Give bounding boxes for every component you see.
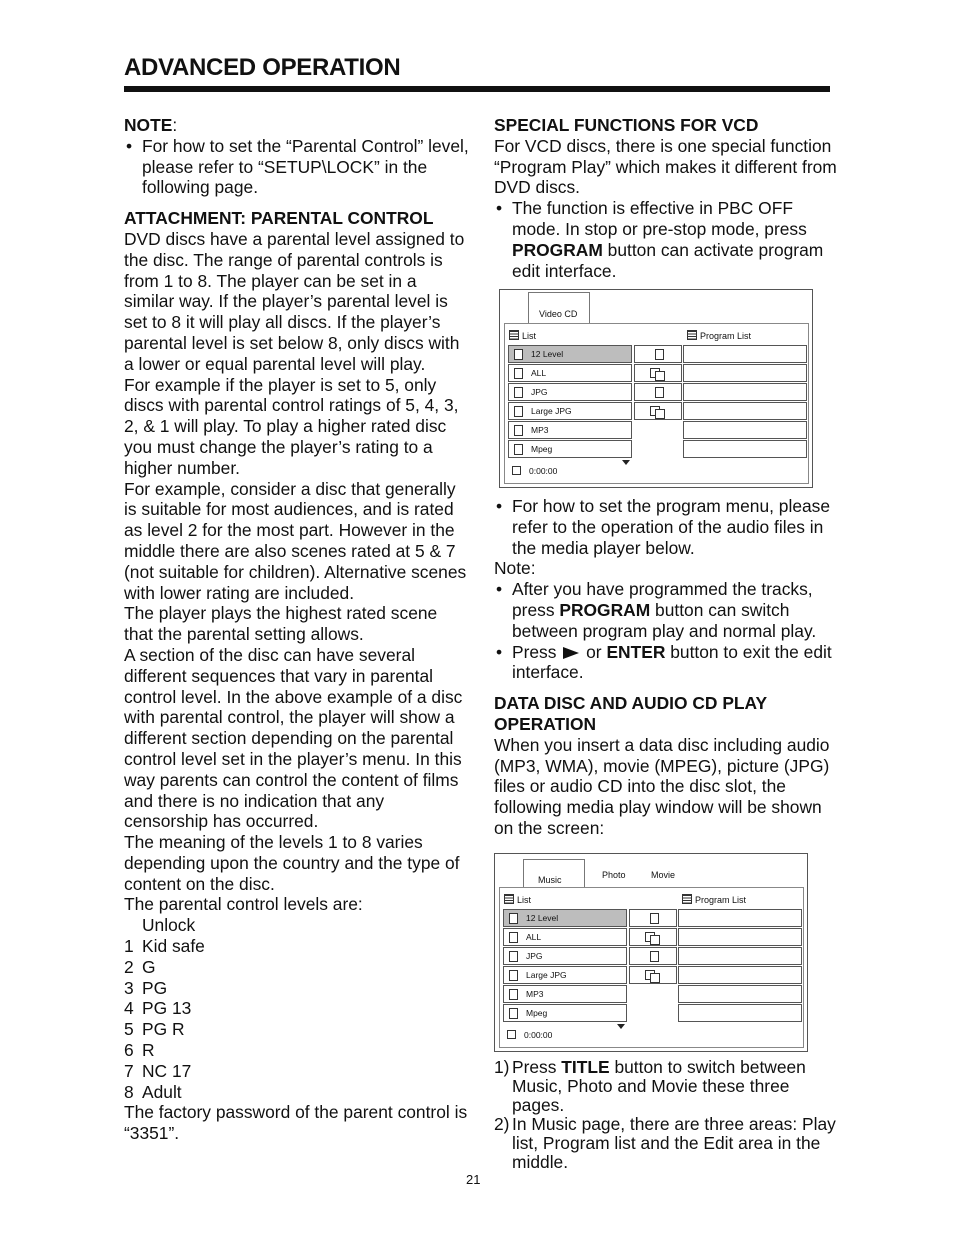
level-number: 5 — [124, 1019, 134, 1040]
add-all-button[interactable] — [629, 928, 677, 946]
add-file-icon — [655, 349, 664, 360]
copy-icon — [655, 409, 665, 419]
parental-paragraph-3: For example, consider a disc that generally is suitable for most audiences, and is rated as level 2 for the most part. However in the middle there are also scenes rated at 5 & 7 (not suitable for children). Alternative scenes with lower rating are included. — [124, 478, 467, 603]
list-header — [504, 894, 531, 905]
item-label: Mpeg — [526, 1008, 548, 1018]
password-paragraph: The factory password of the parent control is “3351”. — [124, 1102, 468, 1144]
vcd-bullet — [494, 198, 839, 281]
level-item — [124, 957, 469, 978]
tab-label: Music — [538, 875, 562, 885]
program-slot[interactable] — [683, 440, 807, 458]
copy-icon — [650, 973, 660, 983]
enter-key-label: ENTER — [606, 641, 666, 662]
scroll-down-icon[interactable] — [617, 1024, 625, 1029]
level-label: G — [142, 956, 156, 977]
program-slot[interactable] — [678, 928, 802, 946]
item-label: Large JPG — [531, 406, 572, 416]
file-icon — [514, 349, 523, 360]
program-key-label: PROGRAM — [512, 239, 603, 260]
text-span: The function is effective in PBC OFF mode. In stop or pre-stop mode, press — [512, 198, 807, 239]
file-icon — [509, 989, 518, 1000]
vcd-heading: SPECIAL FUNCTIONS FOR VCD — [494, 115, 759, 135]
text-span: In Music page, there are three areas: Play list, Program list and the Edit area in the middle. — [512, 1114, 836, 1172]
item-label: ALL — [531, 368, 547, 378]
level-item — [124, 1082, 469, 1103]
list-item[interactable] — [503, 947, 627, 965]
list-item[interactable] — [503, 928, 627, 946]
vcd-program-screen — [499, 289, 813, 488]
level-label: PG 13 — [142, 998, 192, 1019]
program-slot[interactable] — [683, 383, 807, 401]
tab-music[interactable] — [523, 859, 585, 888]
time-value: 0:00:00 — [529, 466, 558, 476]
play-arrow-icon — [563, 647, 579, 659]
program-slot[interactable] — [678, 966, 802, 984]
note-heading — [124, 115, 469, 136]
list-item[interactable] — [508, 383, 632, 401]
remove-button[interactable] — [629, 947, 677, 965]
program-list-label: Program List — [700, 331, 752, 341]
program-key-label: PROGRAM — [559, 599, 651, 620]
text-span: button can activate program edit interface. — [512, 239, 824, 281]
list-item[interactable] — [503, 909, 627, 927]
tab-photo[interactable]: Photo — [602, 870, 626, 880]
data-disc-heading: DATA DISC AND AUDIO CD PLAY OPERATION — [494, 693, 767, 734]
item-label: 12 Level — [531, 349, 564, 359]
file-icon — [509, 913, 518, 924]
program-list-header — [682, 894, 746, 905]
level-label: NC 17 — [142, 1060, 192, 1081]
level-item — [124, 978, 469, 999]
time-value: 0:00:00 — [524, 1030, 553, 1040]
program-list-label: Program List — [695, 895, 747, 905]
program-slot[interactable] — [678, 947, 802, 965]
step-number: 2) — [494, 1114, 510, 1134]
tab-video-cd — [528, 292, 590, 323]
note-bullet: • For how to set the “Parental Control” level, please refer to “SETUP\LOCK” in the following page. — [124, 136, 469, 198]
note-label: NOTE — [124, 115, 173, 135]
parental-paragraph-2: For example if the player is set to 5, only discs with parental control ratings of 5, 4, 3, 2, & 1 will play. To play a higher rated disc you must change the player’s rating to a higher number. — [124, 374, 459, 478]
attachment-heading: ATTACHMENT: PARENTAL CONTROL — [124, 208, 434, 229]
text-span: button to switch between Music, Photo and Movie these three pages. — [512, 1057, 806, 1115]
remove-all-button[interactable] — [629, 966, 677, 984]
time-display — [507, 1030, 552, 1040]
item-label: Large JPG — [526, 970, 567, 980]
level-item — [124, 1061, 469, 1082]
add-button[interactable] — [629, 909, 677, 927]
parental-paragraph-4: The player plays the highest rated scene that the parental setting allows. — [124, 603, 438, 645]
text-span: Press — [512, 1057, 562, 1077]
step-number: 1) — [494, 1057, 510, 1077]
tab-label: Video CD — [539, 309, 578, 319]
file-icon — [514, 387, 523, 398]
text-span: button to exit the edit interface. — [512, 641, 832, 683]
item-label: JPG — [526, 951, 543, 961]
add-file-icon — [650, 913, 659, 924]
steps — [494, 1058, 839, 1172]
file-icon — [514, 425, 523, 436]
step-1 — [494, 1058, 839, 1115]
page-title: ADVANCED OPERATION — [124, 54, 401, 81]
program-slot[interactable] — [683, 402, 807, 420]
list-icon — [687, 330, 697, 340]
scroll-down-icon[interactable] — [622, 460, 630, 465]
parental-paragraph-7: The parental control levels are: — [124, 894, 363, 915]
text-span: button can switch between program play and normal play. — [512, 599, 817, 641]
list-item[interactable] — [508, 364, 632, 382]
level-item — [124, 1040, 469, 1061]
copy-icon — [650, 935, 660, 945]
add-all-button[interactable] — [634, 364, 682, 382]
level-item — [124, 936, 469, 957]
item-label: ALL — [526, 932, 542, 942]
exit-bullet — [494, 642, 839, 684]
note-label-2: Note: — [494, 558, 536, 579]
item-label: MP3 — [526, 989, 544, 999]
level-number: 3 — [124, 977, 134, 998]
level-item — [124, 998, 469, 1019]
list-icon — [682, 894, 692, 904]
list-item[interactable] — [503, 985, 627, 1003]
file-icon — [514, 406, 523, 417]
program-list-header — [687, 330, 751, 341]
parental-paragraph-1: DVD discs have a parental level assigned to the disc. The range of parental controls is from 1 to 8. The player can be set in a similar way. If the player’s parental level is set to 8 it will play all discs. If the player’s parental level is set below 8, only discs with a lower or equal parental level will play. — [124, 228, 465, 374]
remove-all-button[interactable] — [634, 402, 682, 420]
remove-file-icon — [650, 951, 659, 962]
program-slot[interactable] — [678, 909, 802, 927]
level-number: 2 — [124, 956, 134, 977]
level-label: Unlock — [142, 915, 196, 936]
item-label: JPG — [531, 387, 548, 397]
stop-icon — [512, 466, 521, 475]
data-disc-paragraph: When you insert a data disc including audio (MP3, WMA), movie (MPEG), picture (JPG) files or audio CD into the disc slot, the following media play window will be shown on the screen: — [494, 734, 830, 838]
parental-paragraph-5: A section of the disc can have several different sequences that vary in parental control level. In the above example of a disc with parental control, the player will show a different section depending on the parental control level set in the player’s menu. In this way parents can control the content of films and there is no indication that any censorship has occurred. — [124, 644, 463, 832]
stop-icon — [507, 1030, 516, 1039]
program-slot[interactable] — [683, 345, 807, 363]
item-label: 12 Level — [526, 913, 559, 923]
level-label: PG — [142, 977, 168, 998]
program-slot[interactable] — [683, 421, 807, 439]
remove-button[interactable] — [634, 383, 682, 401]
file-icon — [509, 951, 518, 962]
list-icon — [504, 894, 514, 904]
program-slot[interactable] — [678, 985, 802, 1003]
file-icon — [514, 368, 523, 379]
level-label: R — [142, 1040, 155, 1061]
remove-file-icon — [655, 387, 664, 398]
list-icon — [509, 330, 519, 340]
time-display — [512, 466, 557, 476]
title-rule — [124, 86, 830, 92]
file-icon — [509, 1008, 518, 1019]
list-item[interactable] — [508, 345, 632, 363]
list-item[interactable] — [508, 440, 632, 458]
text-span: After you have programmed the tracks, press — [512, 579, 813, 620]
file-icon — [509, 932, 518, 943]
add-button[interactable] — [634, 345, 682, 363]
program-slot[interactable] — [678, 1004, 802, 1022]
list-header — [509, 330, 536, 341]
page-number: 21 — [466, 1172, 481, 1187]
right-column-lower — [494, 496, 839, 839]
list-label: List — [522, 331, 537, 341]
level-number: 7 — [124, 1060, 134, 1081]
file-icon — [509, 970, 518, 981]
parental-paragraph-6: The meaning of the levels 1 to 8 varies depending upon the country and the type of content on the disc. — [124, 832, 460, 894]
file-icon — [514, 444, 523, 455]
list-item[interactable] — [503, 966, 627, 984]
media-play-screen — [494, 853, 808, 1052]
program-menu-bullet: • For how to set the program menu, please refer to the operation of the audio files in the media player below. — [494, 496, 839, 558]
title-key-label: TITLE — [561, 1057, 610, 1077]
level-number: 8 — [124, 1081, 134, 1102]
level-item — [124, 915, 469, 936]
left-column — [124, 115, 469, 1144]
text-span: Press — [512, 641, 562, 662]
level-label: PG R — [142, 1019, 185, 1040]
list-item[interactable] — [503, 1004, 627, 1022]
note-colon: : — [172, 115, 178, 135]
item-label: MP3 — [531, 425, 549, 435]
copy-icon — [655, 371, 665, 381]
vcd-paragraph: For VCD discs, there is one special function “Program Play” which makes it different from DVD discs. — [494, 135, 837, 198]
program-slot[interactable] — [683, 364, 807, 382]
right-column — [494, 115, 839, 281]
step-2 — [494, 1115, 839, 1172]
tab-movie[interactable]: Movie — [651, 870, 676, 880]
list-item[interactable] — [508, 402, 632, 420]
list-item[interactable] — [508, 421, 632, 439]
level-number: 6 — [124, 1040, 134, 1061]
item-label: Mpeg — [531, 444, 553, 454]
level-number: 4 — [124, 998, 134, 1019]
level-number: 1 — [124, 936, 134, 957]
text-span: or — [581, 641, 607, 662]
list-label: List — [517, 895, 532, 905]
level-label: Adult — [142, 1081, 182, 1102]
program-switch-bullet — [494, 579, 839, 641]
level-item — [124, 1019, 469, 1040]
level-label: Kid safe — [142, 936, 205, 957]
